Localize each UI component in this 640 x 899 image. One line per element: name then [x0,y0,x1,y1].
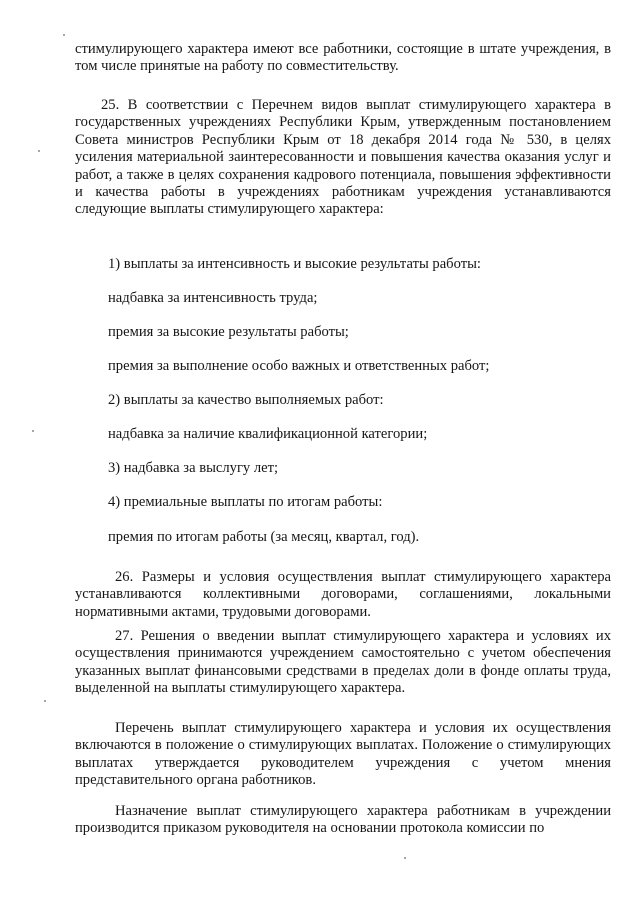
list-item-qualification-bonus: надбавка за наличие квалификационной категории; [108,426,428,442]
scan-speck [32,430,34,432]
scan-speck [44,700,46,702]
list-item-high-results-premium: премия за высокие результаты работы; [108,324,349,340]
scan-speck [63,34,65,36]
scan-speck [404,857,406,859]
list-item-bonus-payments: 4) премиальные выплаты по итогам работы: [108,494,383,510]
paragraph-assignment: Назначение выплат стимулирующего характера работникам в учреждении производится приказом руководителя на основании протокола комиссии по [75,803,611,837]
list-item-quality-payments: 2) выплаты за качество выполняемых работ: [108,392,384,408]
list-item-intensity-payments: 1) выплаты за интенсивность и высокие результаты работы: [108,256,481,272]
list-item-intensity-bonus: надбавка за интенсивность труда; [108,290,318,306]
paragraph-list-approval: Перечень выплат стимулирующего характера и условия их осуществления включаются в положение о стимулирующих выплатах. Положение о стимулирующих выплатах утверждается руководителем учреждения с учетом мнения представительного органа работников. [75,720,611,789]
list-item-important-work-premium: премия за выполнение особо важных и ответственных работ; [108,358,490,374]
paragraph-25: 25. В соответствии с Перечнем видов выплат стимулирующего характера в государственных учреждениях Республики Крым, утвержденным постановлением Совета министров Республики Крым от 18 декабря 2014 года № 530, в целях усиления материальной заинтересованности и повышения качества оказания услуг и работ, а также в целях сохранения кадрового потенциала, повышения эффективности и качества работы в учреждениях работникам учреждения устанавливаются следующие выплаты стимулирующего характера: [75,97,611,218]
paragraph-27: 27. Решения о введении выплат стимулирующего характера и условиях их осуществления принимаются учреждением самостоятельно с учетом обеспечения указанных выплат финансовыми средствами в пределах доли в фонде оплаты труда, выделенной на выплаты стимулирующего характера. [75,628,611,697]
list-item-period-premium: премия по итогам работы (за месяц, квартал, год). [108,529,420,545]
scan-speck [38,150,40,152]
list-item-seniority-bonus: 3) надбавка за выслугу лет; [108,460,279,476]
paragraph-26: 26. Размеры и условия осуществления выплат стимулирующего характера устанавливаются коллективными договорами, соглашениями, локальными нормативными актами, трудовыми договорами. [75,569,611,620]
intro-paragraph: стимулирующего характера имеют все работники, состоящие в штате учреждения, в том числе принятые на работу по совместительству. [75,41,611,75]
